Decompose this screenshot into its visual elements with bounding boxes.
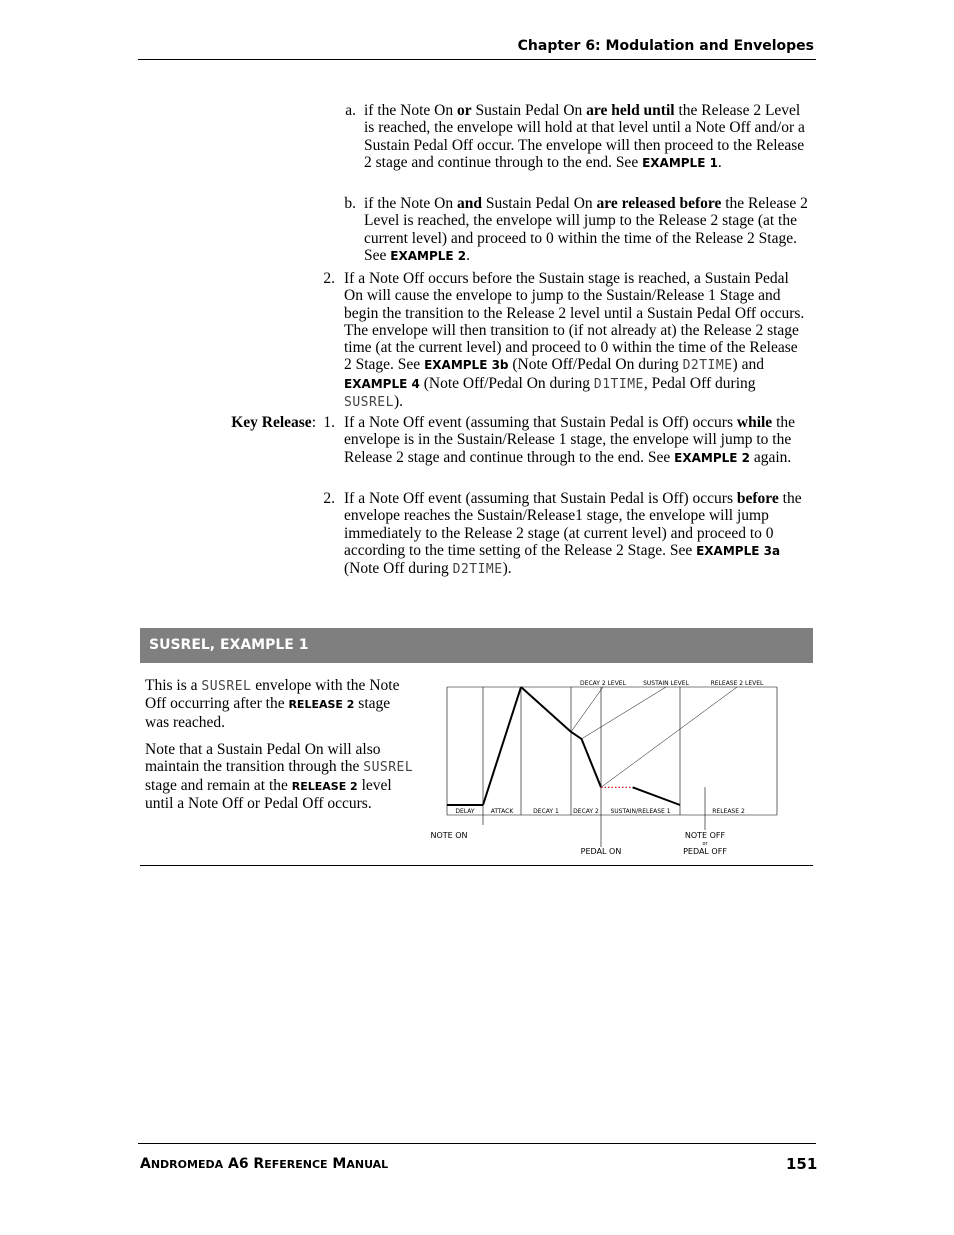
stage-ref: RELEASE 2 [291,779,358,793]
level-pointer [582,687,667,739]
example-ref: EXAMPLE 1 [642,155,718,170]
list-marker: b. [344,195,356,212]
envelope-segment [571,732,582,739]
manual-title: ANDROMEDA A6 REFERENCE MANUAL [140,1156,389,1172]
section-bottom-rule [140,865,813,866]
key-release-item-1: If a Note Off event (assuming that Sustain Pedal is Off) occurs while the envelope is in the Sustain/Release 1 stage, the envelope will jump to the Release 2 stage and continue through to the end. See EXAMPLE 2 again. [344,414,795,466]
example-ref: EXAMPLE 2 [390,248,467,263]
envelope-segment [582,739,602,787]
level-label: RELEASE 2 LEVEL [710,680,764,687]
header-rule [138,59,816,60]
example-ref: EXAMPLE 2 [674,450,750,465]
key-release-item-2: If a Note Off event (assuming that Sustain Pedal is Off) occurs before the envelope reaches the Sustain/Release1 stage, the envelope will jump immediately to the Release 2 stage (at current level) and proceed to 0 according to the time setting of the Release 2 Stage. See EXAMPLE 3a (Note Off during D2TIME). [344,490,802,578]
param-name: D2TIME [682,358,733,374]
stage-label: DECAY 2 [573,808,599,815]
param-name: SUSREL [363,760,414,776]
envelope-segment [483,687,521,805]
stage-label: SUSTAIN/RELEASE 1 [610,808,671,815]
stage-label: ATTACK [490,808,514,815]
param-name: D2TIME [452,562,503,578]
list-item-b: if the Note On and Sustain Pedal On are released before the Release 2 Level is reached, the envelope will jump to the Release 2 stage (at the current level) and proceed to 0 within the time of the Release 2 Stage. See EXAMPLE 2. [364,195,808,264]
list-item-a: if the Note On or Sustain Pedal On are held until the Release 2 Level is reached, the envelope will hold at that level until a Note Off and/or a Sustain Pedal Off occur. The envelope will then proceed to the Release 2 stage and continue through to the end. See EXAMPLE 1. [364,102,805,171]
stage-label: DELAY [455,808,475,815]
level-label: SUSTAIN LEVEL [643,680,689,687]
list-marker: 1. [323,414,335,431]
example-ref: EXAMPLE 3a [696,543,781,558]
envelope-segment [633,787,680,805]
stage-label: DECAY 1 [533,808,559,815]
param-name: SUSREL [201,679,252,694]
footer-rule [138,1143,816,1144]
level-pointer [571,687,603,732]
chapter-title: Chapter 6: Modulation and Envelopes [517,38,814,54]
param-name: D1TIME [593,376,644,392]
note-on-label: NOTE ON [430,831,468,840]
list-item-2: If a Note Off occurs before the Sustain stage is reached, a Sustain Pedal On will cause the envelope to jump to the Sustain/Release 1 Stage and begin the transition to the Release 2 level until a Sustain Pedal Off occurs. The envelope will then transition to (if not already at) the Release 2 stage time (at the current level) and proceed to 0 within the time of the Release 2 Stage. See EXAMPLE 3b (Note Off/Pedal On during D2TIME) and EXAMPLE 4 (Note Off/Pedal On during D1TIME, Pedal Off during SUSREL). [344,270,805,411]
level-pointer [601,687,737,787]
param-name: SUSREL [344,395,394,411]
section-heading-bar [140,628,813,663]
example-ref: EXAMPLE 4 [344,376,420,391]
envelope-chart [425,675,785,860]
pedal-off-label: PEDAL OFF [683,847,727,856]
pedal-on-label: PEDAL ON [580,847,622,856]
note-off-label: NOTE OFF [684,831,726,840]
or-label: or [702,841,708,847]
list-marker: 2. [323,490,335,507]
envelope-segment [521,687,571,732]
section-paragraph-2: Note that a Sustain Pedal On will also maintain the transition through the SUSREL stage and remain at the RELEASE 2 level until a Note Off or Pedal Off occurs. [145,741,414,812]
list-marker: a. [345,102,356,119]
stage-label: RELEASE 2 [712,808,745,815]
level-label: DECAY 2 LEVEL [580,680,626,687]
stage-ref: RELEASE 2 [288,698,355,712]
example-ref: EXAMPLE 3b [424,358,509,373]
page-number: 151 [786,1155,818,1173]
section-paragraph-1: This is a SUSREL envelope with the Note Off occurring after the RELEASE 2 stage was reached. [145,677,400,731]
section-title: SUSREL, EXAMPLE 1 [149,637,309,653]
key-release-label: Key Release: [231,414,316,431]
list-marker: 2. [323,270,335,287]
